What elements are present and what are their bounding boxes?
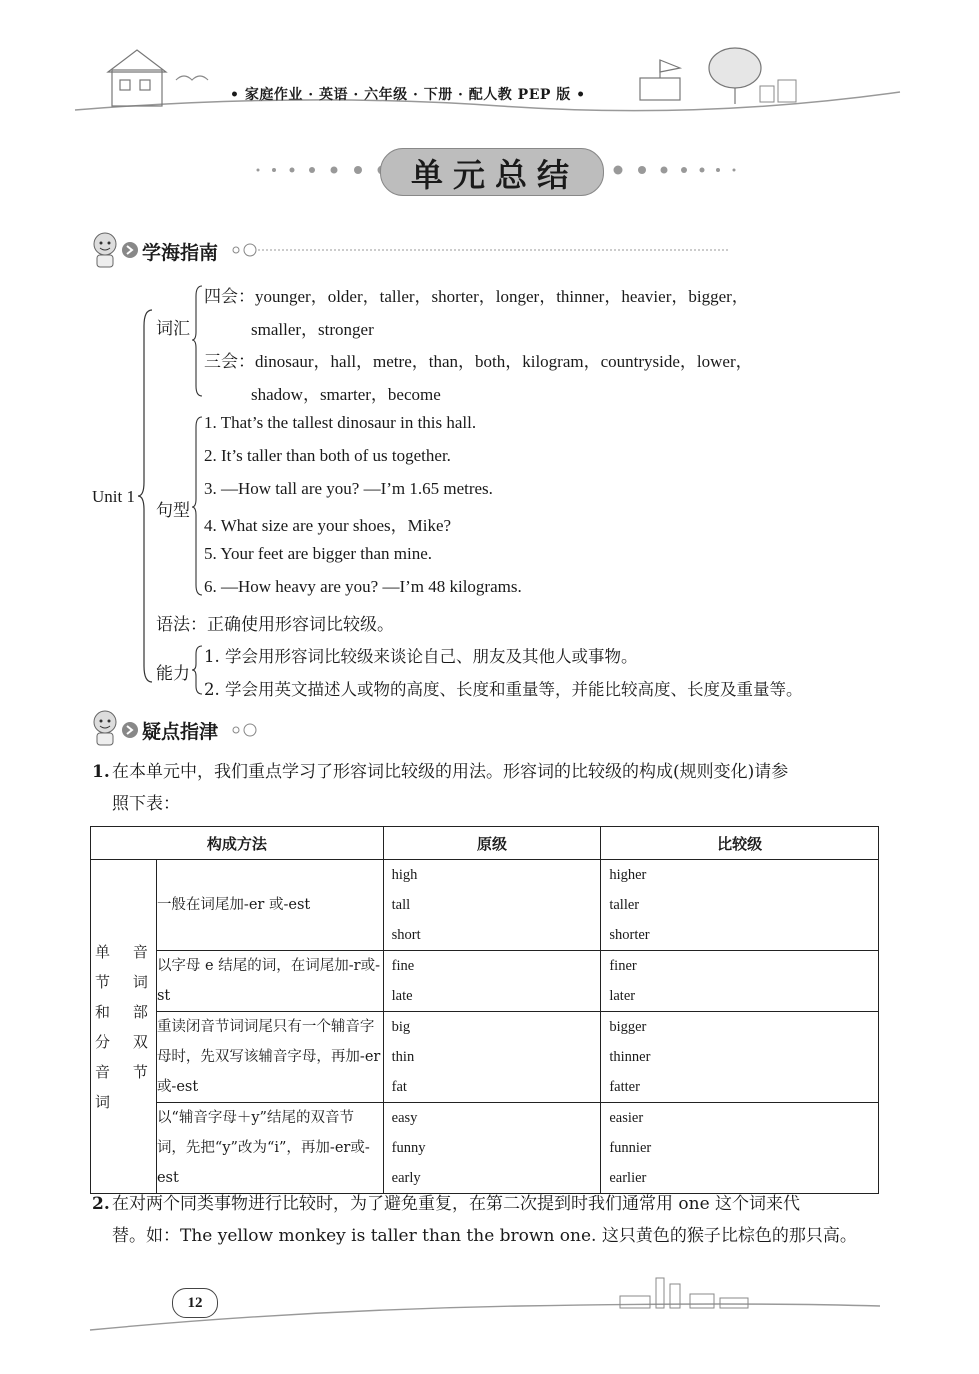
base-cell <box>383 860 601 951</box>
comparative-cell <box>601 1012 879 1103</box>
header-decoration <box>0 0 979 130</box>
house-icon <box>108 50 166 106</box>
comparative-cell <box>601 860 879 951</box>
heading-circles <box>228 720 268 740</box>
comparative-word: finer <box>609 958 637 974</box>
cartoon-kid-icon <box>88 708 122 748</box>
vocab-four-skill-line1: 四会：younger，older，taller，shorter，longer，thinner，heavier，bigger， <box>204 287 749 306</box>
base-word: easy <box>391 1110 418 1126</box>
comparative-word: higher <box>609 867 647 883</box>
arrow-bullet-icon <box>120 240 140 260</box>
comparative-word: taller <box>609 897 640 913</box>
method-cell: 重读闭音节词词尾只有一个辅音字母时，先双写该辅音字母，再加-er 或-est <box>156 1012 383 1103</box>
comparative-word: shorter <box>609 927 650 943</box>
grammar-line: 语法：正确使用形容词比较级。 <box>156 615 394 635</box>
base-word: early <box>391 1170 421 1186</box>
base-word: high <box>391 867 418 883</box>
method-cell: 一般在词尾加-er 或-est <box>156 860 383 951</box>
base-word: tall <box>391 897 411 913</box>
comparative-word: fatter <box>609 1079 640 1095</box>
comparative-cell <box>601 951 879 1012</box>
sentence-item: 5. Your feet are bigger than mine. <box>204 544 433 563</box>
base-cell <box>383 1012 601 1103</box>
arrow-bullet-icon <box>120 720 140 740</box>
sentence-item: 2. It’s taller than both of us together. <box>204 446 451 465</box>
ability-item: 1. 学会用形容词比较级来谈论自己、朋友及其他人或事物。 <box>204 647 638 666</box>
point1-line2: 照下表： <box>112 794 180 814</box>
ability-brace <box>190 642 204 698</box>
method-cell: 以“辅音字母＋y”结尾的双音节词，先把“y”改为“i”，再加-er或-est <box>156 1103 383 1194</box>
ability-label: 能力 <box>156 664 190 684</box>
base-word: fat <box>391 1079 407 1095</box>
table-row <box>91 1012 879 1103</box>
unit-label: Unit 1 <box>92 487 135 506</box>
point2-number: 2. <box>92 1194 110 1214</box>
vocab-brace <box>190 282 204 400</box>
comparative-word: funnier <box>609 1140 652 1156</box>
base-word: fine <box>391 958 415 974</box>
table-header: 比较级 <box>601 827 879 860</box>
vocab-three-skill-line1: 三会：dinosaur，hall，metre，than，both，kilogram，countryside，lower， <box>204 352 753 371</box>
comparative-word: later <box>609 988 636 1004</box>
sentences-label: 句型 <box>156 501 190 521</box>
table-row <box>91 860 879 951</box>
point2-line1: 在对两个同类事物进行比较时，为了避免重复，在第二次提到时我们通常用 one 这个词来代 <box>112 1194 801 1214</box>
cartoon-kid-icon <box>88 230 122 270</box>
unit-brace <box>136 306 156 686</box>
heading-dotted-line <box>228 240 728 260</box>
base-cell <box>383 951 601 1012</box>
page-number: 12 <box>172 1288 218 1318</box>
base-word: late <box>391 988 413 1004</box>
table-header-row <box>91 827 879 860</box>
base-cell <box>383 1103 601 1194</box>
vocab-three-skill-line2: shadow，smarter，become <box>251 385 441 404</box>
boat-icon <box>640 60 680 100</box>
sentence-item: 6. —How heavy are you? —I’m 48 kilograms. <box>204 577 522 596</box>
vocab-four-skill-line2: smaller，stronger <box>251 320 374 339</box>
comparative-word: bigger <box>609 1019 647 1035</box>
base-word: thin <box>391 1049 415 1065</box>
base-word: short <box>391 927 421 943</box>
table-category <box>91 860 157 1194</box>
table-header: 原级 <box>383 827 601 860</box>
comparative-table <box>90 826 879 1194</box>
point2-line2: 替。如：The yellow monkey is taller than the brown one. 这只黄色的猴子比棕色的那只高。 <box>112 1226 857 1246</box>
table-header: 构成方法 <box>91 827 384 860</box>
tree-icon <box>709 48 761 104</box>
comparative-word: earlier <box>609 1170 647 1186</box>
sentences-brace <box>190 413 204 599</box>
base-word: big <box>391 1019 411 1035</box>
section-heading-doubt-guide: 疑点指津 <box>142 721 219 743</box>
sentence-item: 1. That’s the tallest dinosaur in this hall. <box>204 413 477 432</box>
table-row <box>91 951 879 1012</box>
comparative-word: easier <box>609 1110 644 1126</box>
comparative-word: thinner <box>609 1049 651 1065</box>
sentence-item: 3. —How tall are you? —I’m 1.65 metres. <box>204 479 493 498</box>
footer-decoration <box>0 1270 979 1340</box>
category-text: 单音节词和部分双音节词 <box>95 942 152 1111</box>
vocab-label: 词汇 <box>156 319 190 339</box>
bird-icon <box>176 76 208 80</box>
table-row <box>91 1103 879 1194</box>
method-cell: 以字母 e 结尾的词，在词尾加-r或-st <box>156 951 383 1012</box>
point1-number: 1. <box>92 762 110 782</box>
section-heading-study-guide: 学海指南 <box>142 242 219 264</box>
point1-line1: 在本单元中，我们重点学习了形容词比较级的用法。形容词的比较级的构成(规则变化)请参 <box>112 762 789 782</box>
book-info-header: • 家庭作业 · 英语 · 六年级 · 下册 · 配人教 PEP 版 • <box>230 87 586 103</box>
base-word: funny <box>391 1140 426 1156</box>
buildings-icon <box>760 80 796 102</box>
sentence-item: 4. What size are your shoes，Mike? <box>204 516 452 535</box>
ability-item: 2. 学会用英文描述人或物的高度、长度和重量等，并能比较高度、长度及重量等。 <box>204 680 803 699</box>
comparative-cell <box>601 1103 879 1194</box>
page-title: 单元总结 <box>410 156 579 194</box>
